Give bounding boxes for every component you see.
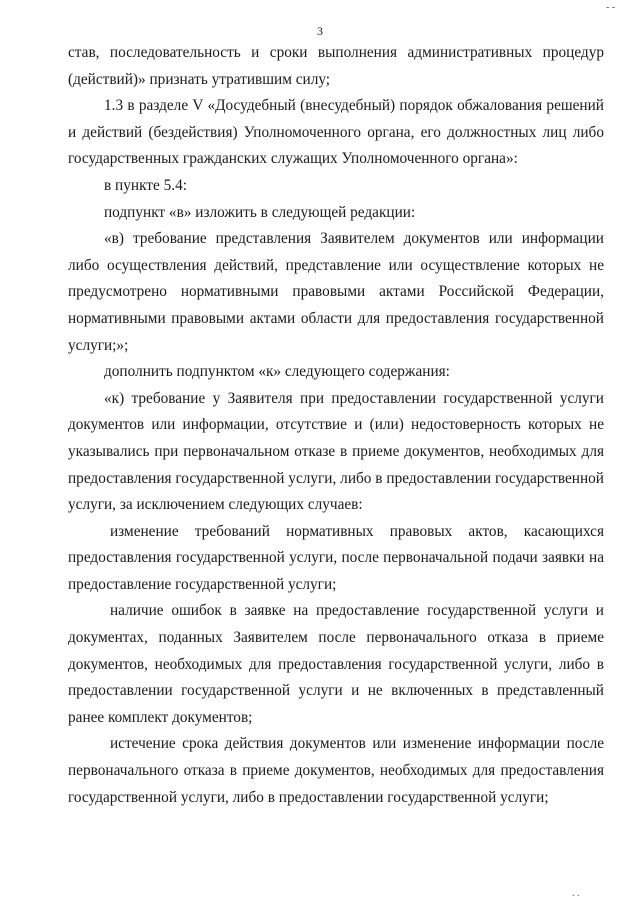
- scan-artifact: . .: [572, 888, 580, 899]
- paragraph-subpoint-v-intro: подпункт «в» изложить в следующей редакции:: [104, 203, 416, 221]
- scan-artifact: - -: [606, 2, 616, 13]
- paragraph-point-5-4: в пункте 5.4:: [104, 176, 187, 194]
- document-body: [68, 40, 604, 811]
- paragraph-subpoint-k-text: «к) требование у Заявителя при предоставлении государственной услуги документов или информации, отсутствие и (или) недостоверность которых не указывались при первоначальном отказе в приеме документов, необходимых для предоставления государственной услуги, либо в предоставлении государственной услуги, за исключением следующих случаев:: [68, 389, 604, 514]
- paragraph-subpoint-k-intro: дополнить подпунктом «к» следующего содержания:: [104, 363, 450, 381]
- paragraph-section-1-3: 1.3 в разделе V «Досудебный (внесудебный) порядок обжалования решений и действий (бездействия) Уполномоченного органа, его должностных лиц либо государственных гражданских служащих Уполномоченного органа»:: [68, 97, 604, 168]
- paragraph-case-2: наличие ошибок в заявке на предоставление государственной услуги и документах, поданных Заявителем после первоначального отказа в приеме документов, необходимых для предоставления государственной услуги, либо в предоставлении государственной услуги и не включенных в представленный ранее комплект документов;: [68, 602, 604, 726]
- page-number: 3: [317, 24, 323, 38]
- paragraph-case-1: изменение требований нормативных правовых актов, касающихся предоставления государственной услуги, после первоначальной подачи заявки на предоставление государственной услуги;: [68, 522, 604, 593]
- paragraph-subpoint-v-text: «в) требование представления Заявителем документов или информации либо осуществления действий, представление или осуществление которых не предусмотрено нормативными правовыми актами Российской Федерации, нормативными правовыми актами области для предоставления государственной услуги;»;: [68, 230, 604, 354]
- paragraph-continuation: став, последовательность и сроки выполнения административных процедур (действий)» признать утратившим силу;: [68, 44, 604, 88]
- paragraph-case-3: истечение срока действия документов или изменение информации после первоначального отказа в приеме документов, необходимых для предоставления государственной услуги, либо в предоставлении государственной услуги;: [68, 735, 604, 806]
